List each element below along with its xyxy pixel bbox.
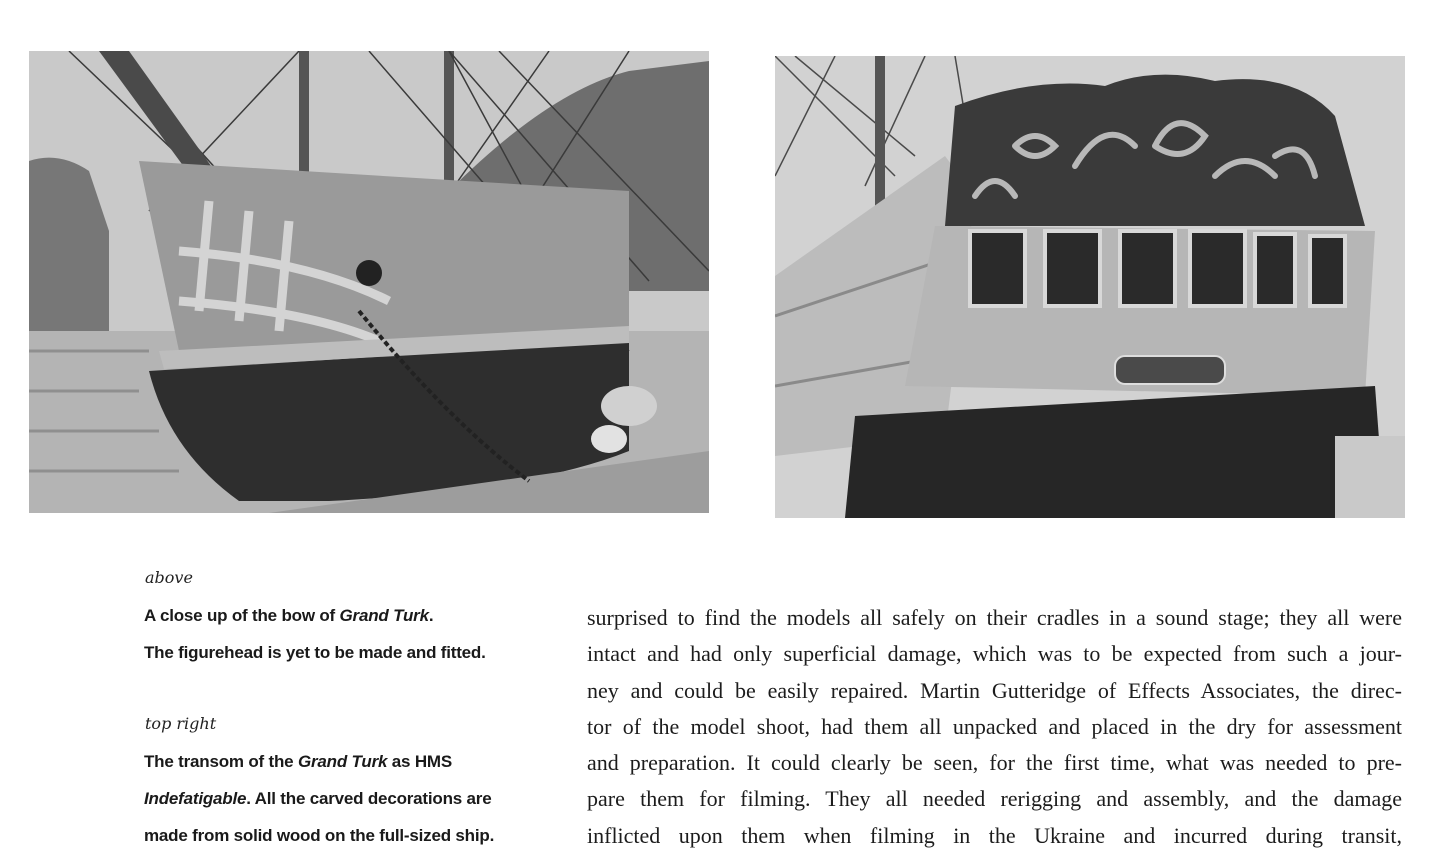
caption-top-right-line-2: Indefatigable. All the carved decorations are: [144, 789, 492, 808]
body-line: tor of the model shoot, had them all unpacked and placed in the dry for assessment: [587, 713, 1402, 739]
body-line: pare them for filming. They all needed rerigging and assembly, and the damage: [587, 786, 1402, 812]
body-line: and preparation. It could clearly be seen, for the first time, what was needed to pre-: [587, 750, 1402, 776]
caption-above-line-2: The figurehead is yet to be made and fitted.: [144, 643, 486, 662]
bow-photo: [29, 51, 709, 513]
caption-above-line-1: A close up of the bow of Grand Turk.: [144, 606, 434, 625]
caption-above: [144, 597, 564, 671]
body-line: ney and could be easily repaired. Martin Gutteridge of Effects Associates, the direc-: [587, 677, 1402, 703]
body-line: intact and had only superficial damage, which was to be expected from such a jour-: [587, 641, 1402, 667]
caption-top-right: [144, 743, 564, 854]
body-line: surprised to find the models all safely on their cradles in a sound stage; they all were: [587, 605, 1402, 630]
caption-top-right-line-3: made from solid wood on the full-sized ship.: [144, 826, 495, 845]
transom-photo: [775, 56, 1405, 518]
caption-top-right-line-1: The transom of the Grand Turk as HMS: [144, 752, 452, 771]
body-line: inflicted upon them when filming in the Ukraine and incurred during transit,: [587, 822, 1402, 848]
transom-photo-illustration: [775, 56, 1405, 518]
caption-label-top-right: top right: [145, 714, 217, 733]
bow-photo-illustration: [29, 51, 709, 513]
body-text: [587, 600, 1402, 854]
caption-label-above: above: [145, 568, 193, 587]
